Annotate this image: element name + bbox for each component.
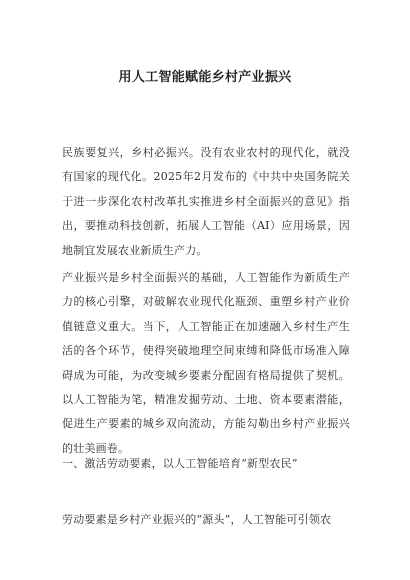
- paragraph-labor: 劳动要素是乡村产业振兴的“源头”，人工智能可引领农: [62, 513, 332, 526]
- section-heading: 一、激活劳动要素，以人工智能培育“新型农民”: [62, 457, 298, 470]
- paragraph-intro: 民族要复兴，乡村必振兴。没有农业农村的现代化，就没有国家的现代化。2025年2月发布的《中共中央国务院关于进一步深化农村改革扎实推进乡村全面振兴的意见》指出，要推动科技创新，拓展人工智能（AI）应用场景，因地制宜发展农业新质生产力。: [62, 146, 350, 257]
- document-title: 用人工智能赋能乡村产业振兴: [118, 70, 292, 85]
- paragraph-industry: 产业振兴是乡村全面振兴的基础，人工智能作为新质生产力的核心引擎，对破解农业现代化瓶颈、重塑乡村产业价值链意义重大。当下，人工智能正在加速融入乡村生产生活的各个环节，使得突破地理空间束缚和降低市场准入障碍成为可能，为改变城乡要素分配固有格局提供了契机。以人工智能为笔，精准发掘劳动、土地、资本要素潜能，促进生产要素的城乡双向流动，方能勾勒出乡村产业振兴的壮美画卷。: [62, 271, 350, 455]
